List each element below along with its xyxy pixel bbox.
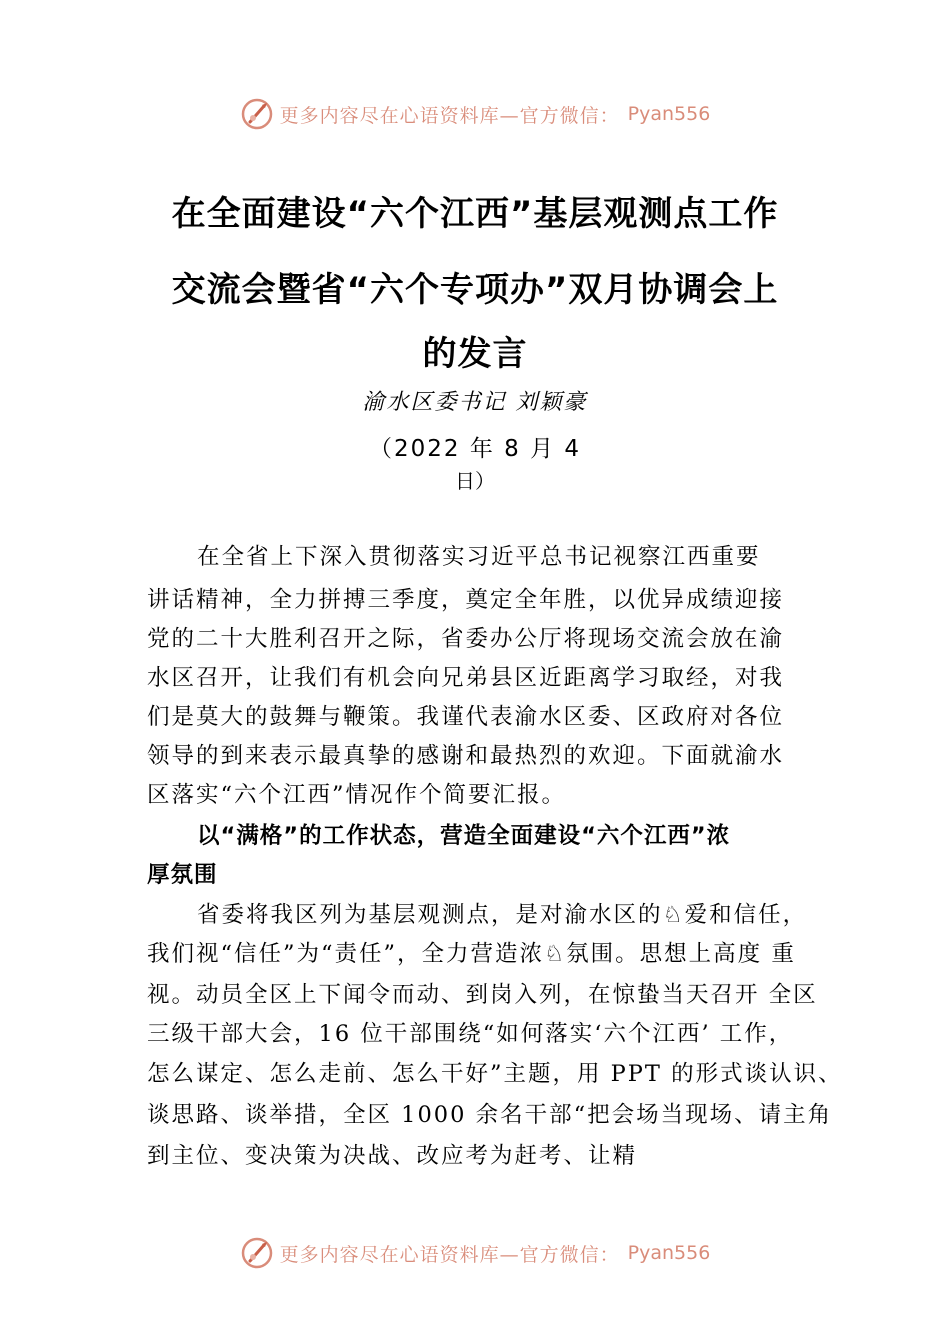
section-heading-line-1: 以“满格”的工作状态，营造全面建设“六个江西”浓 — [197, 823, 731, 849]
paragraph-1-line: 在全省上下深入贯彻落实习近平总书记视察江西重要 — [197, 544, 761, 570]
document-title-line-3: 的发言 — [422, 334, 528, 374]
document-title-line-1: 在全面建设“六个江西”基层观测点工作 — [171, 194, 779, 234]
section-heading-line-2: 厚氛围 — [147, 862, 218, 888]
watermark-header — [0, 94, 950, 134]
pen-logo-icon — [240, 97, 274, 131]
paragraph-2-line: 到主位、变决策为决战、改应考为赶考、让精 — [147, 1143, 638, 1169]
watermark-wechat-id: Pyan556 — [627, 103, 711, 125]
watermark-footer — [0, 1233, 950, 1273]
date-line-1: （2022 年 8 月 4 — [368, 436, 582, 462]
paragraph-1-line: 领导的到来表示最真挚的感谢和最热烈的欢迎。下面就渝水 — [147, 743, 785, 769]
paragraph-1-line: 水区召开，让我们有机会向兄弟县区近距离学习取经，对我 — [147, 665, 785, 691]
paragraph-1-line: 区落实“六个江西”情况作个简要汇报。 — [147, 782, 567, 808]
pen-logo-icon — [240, 1236, 274, 1270]
paragraph-2-line: 三级干部大会，16 位干部围绕“如何落实‘六个江西’ 工作， — [147, 1021, 794, 1047]
watermark-text: 更多内容尽在心语资料库—官方微信： — [279, 1243, 620, 1266]
paragraph-2-line: 谈思路、谈举措，全区 1000 余名干部“把会场当现场、请主角 — [147, 1102, 833, 1128]
paragraph-1-line: 讲话精神，全力拼搏三季度，奠定全年胜，以优异成绩迎接 — [147, 587, 785, 613]
document-title-line-2: 交流会暨省“六个专项办”双月协调会上 — [171, 270, 779, 310]
author-byline: 渝水区委书记 刘颖豪 — [362, 390, 588, 415]
paragraph-2-line: 视。动员全区上下闻令而动、到岗入列，在惊蛰当天召开 全区 — [147, 982, 818, 1008]
watermark-text: 更多内容尽在心语资料库—官方微信： — [279, 104, 620, 127]
date-line-2: 日） — [455, 469, 495, 493]
paragraph-2-line: 怎么谋定、怎么走前、怎么干好”主题，用 PPT 的形式谈认识、 — [147, 1061, 843, 1087]
paragraph-1-line: 们是莫大的鼓舞与鞭策。我谨代表渝水区委、区政府对各位 — [147, 704, 785, 730]
paragraph-2-line: 我们视“信任”为“责任”，全力营造浓♘氛围。思想上高度 重 — [147, 941, 796, 967]
paragraph-2-line: 省委将我区列为基层观测点，是对渝水区的♘爱和信任， — [197, 902, 808, 928]
watermark-wechat-id: Pyan556 — [627, 1242, 711, 1264]
paragraph-1-line: 党的二十大胜利召开之际，省委办公厅将现场交流会放在渝 — [147, 626, 785, 652]
